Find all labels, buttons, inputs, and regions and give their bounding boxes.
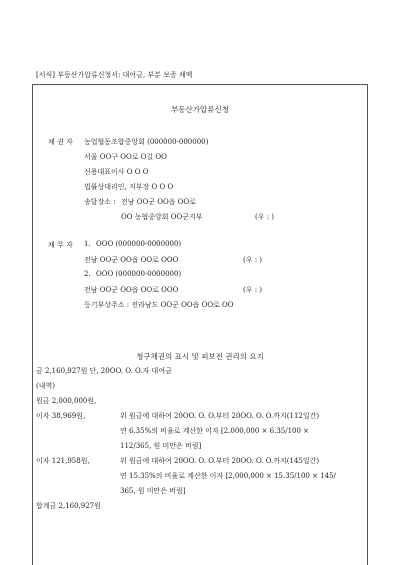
claim-title: 청구채권의 표시 및 피보전 권리의 요지 — [136, 352, 264, 361]
form-header: [서식] 부동산가압류신청서: 대여금, 부분 보증 채액 — [36, 71, 193, 79]
debtor-label: 채 무 자 — [48, 241, 73, 249]
debtor-1-postal: (우 : ) — [243, 256, 263, 264]
debtor-1-name: OOO (000000-0000000) — [96, 240, 182, 248]
interest-2-amount: 이자 121,958원, — [36, 457, 90, 465]
claim-summary: 금 2,160,927원 단, 20OO. O. O.자 대여금 — [36, 367, 172, 375]
interest-2-line1: 위 원금에 대하여 20OO. O. O.부터 20OO. O. O.까지(145일간) — [120, 457, 320, 465]
service-address-line2: OO 농협중앙회 OO군지부 — [121, 213, 203, 221]
total-amount: 합계금 2,160,927원 — [36, 502, 101, 510]
debtor-registry-address: 등기부상주소 : 전라남도 OO군 OO읍 OO로 OO — [84, 301, 234, 309]
creditor-address: 서울 OO구 OO로 O길 OO — [84, 153, 167, 161]
debtor-1-num: 1. — [84, 240, 91, 248]
debtor-2-postal: (우 : ) — [243, 286, 263, 294]
document-title: 부동산가압류신청 — [171, 105, 229, 114]
interest-1-line2: 연 6.35%의 비율로 계산한 이자 [2,000,000 × 6.35/100 × — [120, 427, 310, 435]
breakdown-label: (내역) — [36, 382, 55, 390]
interest-1-amount: 이자 38,969원, — [36, 412, 86, 420]
debtor-2-address: 전남 OO군 OO읍 OO로 OOO — [84, 286, 179, 294]
interest-2-line3: 365, 원 미만은 버림] — [120, 487, 186, 495]
creditor-agent: 법률상대리인, 지부장 O O O — [84, 183, 174, 191]
service-address-label: 송달장소 : — [84, 198, 116, 206]
interest-1-line3: 112/365, 원 미만은 버림] — [120, 442, 202, 450]
form-box — [32, 84, 368, 565]
interest-2-line2: 연 15.35%의 비율로 계산한 이자 [2,000,000 × 15.35/100 × 145/ — [120, 472, 336, 480]
debtor-2-num: 2. — [84, 270, 91, 278]
principal: 원금 2,000,000원, — [36, 397, 97, 405]
debtor-2-name: OOO (000000-0000000) — [96, 270, 182, 278]
creditor-name: 농업협동조합중앙회 (000000-000000) — [84, 138, 209, 146]
interest-1-line1: 위 원금에 대하여 20OO. O. O.부터 20OO. O. O.까지(112일간) — [120, 412, 320, 420]
creditor-postal: (우 : ) — [255, 213, 275, 221]
creditor-representative: 신용대표이사 O O O — [84, 168, 149, 176]
debtor-1-address: 전남 OO군 OO읍 OO로 OOO — [84, 256, 179, 264]
creditor-label: 채 권 자 — [48, 138, 73, 146]
service-address-line1: 전남 OO군 OO읍 OO로 — [121, 198, 196, 206]
